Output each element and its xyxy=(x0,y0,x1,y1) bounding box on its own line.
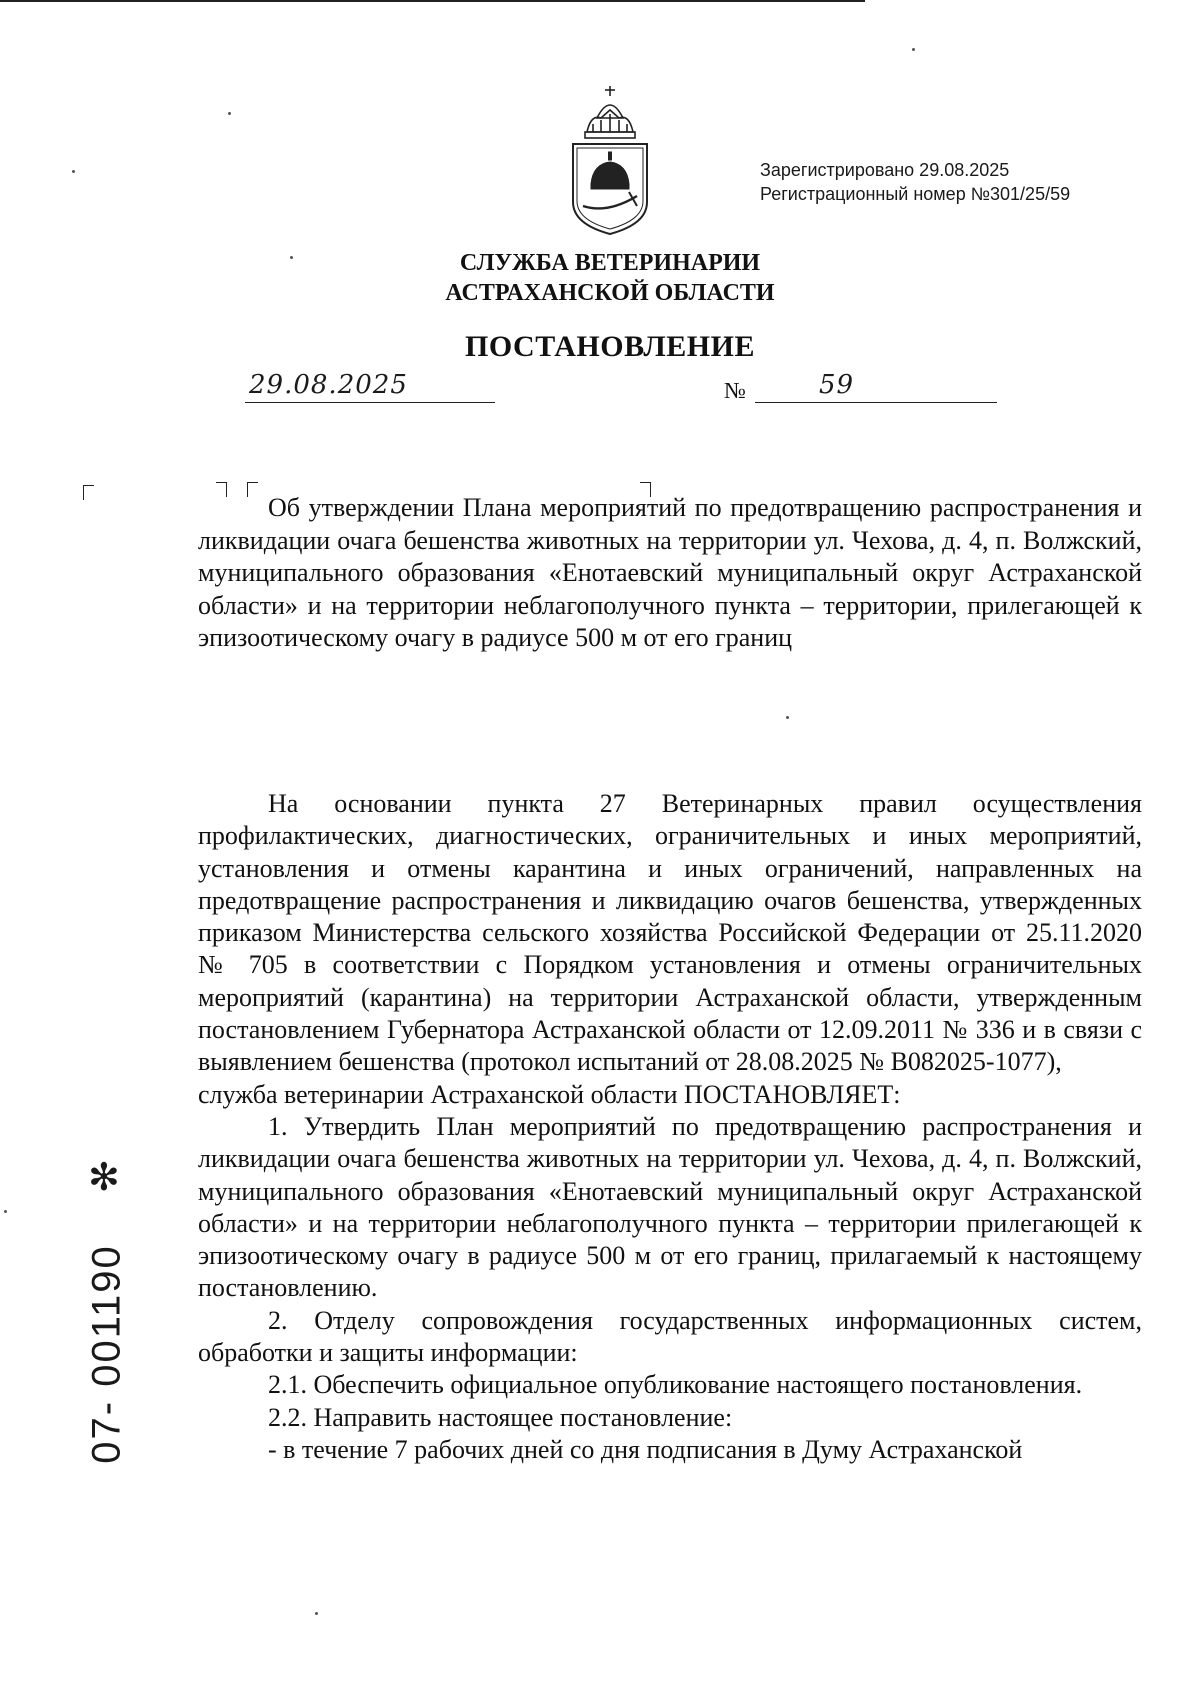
document-body xyxy=(198,788,1142,1466)
registration-number: Регистрационный номер №301/25/59 xyxy=(760,184,1071,204)
scan-speck xyxy=(4,1210,7,1213)
astrakhan-coat-of-arms-icon xyxy=(567,84,653,236)
scan-speck xyxy=(315,1612,318,1615)
resolves-line: служба ветеринарии Астраханской области ПОСТАНОВЛЯЕТ: xyxy=(198,1079,901,1109)
registration-date: Зарегистрировано 29.08.2025 xyxy=(760,160,1010,180)
item-2-2-paragraph: 2.2. Направить настоящее постановление: xyxy=(268,1402,733,1432)
side-registration-code: 07- 001190 xyxy=(84,1244,129,1464)
scan-speck xyxy=(786,716,789,719)
document-date-field xyxy=(245,372,495,403)
document-date-handwritten: 29.08.2025 xyxy=(249,370,408,400)
item-1-paragraph: 1. Утвердить План мероприятий по предотвращению распространения и ликвидации очага бешенства животных на территории ул. Чехова, д. 4, п. Волжский, муниципального образования «Енотаевский муниципальный округ Астраханской области» и на территории неблагополучного пункта – территории прилегающей к эпизоотическому очагу в радиусе 500 м от его границ, прилагаемый к настоящему постановлению. xyxy=(198,1111,1142,1303)
scan-speck xyxy=(912,48,915,51)
registration-stamp xyxy=(760,158,1070,206)
preamble-paragraph: На основании пункта 27 Ветеринарных правил осуществления профилактических, диагностических, ограничительных и иных мероприятий, установления и отмены карантина и иных ограничений, направленных на предотвращение распространения и ликвидацию очагов бешенства, утвержденных приказом Министерства сельского хозяйства Российской Федерации от 25.11.2020 № 705 в соответствии с Порядком установления и отмены ограничительных мероприятий (карантина) на территории Астраханской области, утвержденным постановлением Губернатора Астраханской области от 12.09.2011 № 336 и в связи с выявлением бешенства (протокол испытаний от 28.08.2025 № В082025-1077), xyxy=(198,789,1142,1077)
scan-speck xyxy=(72,170,75,173)
subject-text: Об утверждении Плана мероприятий по предотвращению распространения и ликвидации очага бешенства животных на территории ул. Чехова, д. 4, п. Волжский, муниципального образования «Енотаевский муниципальный округ Астраханской области» и на территории неблагополучного пункта – территории, прилегающей к эпизоотическому очагу в радиусе 500 м от его границ xyxy=(198,493,1142,652)
side-registration-stamp xyxy=(62,1144,152,1464)
item-2-2-a-paragraph: - в течение 7 рабочих дней со дня подписания в Думу Астраханской xyxy=(268,1434,1023,1464)
document-number-handwritten: 59 xyxy=(819,370,855,400)
scan-top-edge-line xyxy=(0,0,865,2)
document-number-field xyxy=(755,372,997,403)
document-type-title: ПОСТАНОВЛЕНИЕ xyxy=(465,330,755,363)
scan-speck xyxy=(228,112,231,115)
organization-name xyxy=(300,248,920,308)
document-number-label: № xyxy=(724,378,746,403)
organization-name-line1: СЛУЖБА ВЕТЕРИНАРИИ xyxy=(459,250,761,276)
item-2-1-paragraph: 2.1. Обеспечить официальное опубликование настоящего постановления. xyxy=(268,1370,1083,1400)
document-subject xyxy=(198,492,1142,655)
margin-corner-mark xyxy=(83,485,94,500)
item-2-paragraph: 2. Отделу сопровождения государственных информационных систем, обработки и защиты информации: xyxy=(198,1305,1142,1368)
organization-name-line2: АСТРАХАНСКОЙ ОБЛАСТИ xyxy=(445,280,775,306)
scan-speck xyxy=(290,256,293,259)
asterisk-mark-icon: ✻ xyxy=(88,1155,120,1199)
